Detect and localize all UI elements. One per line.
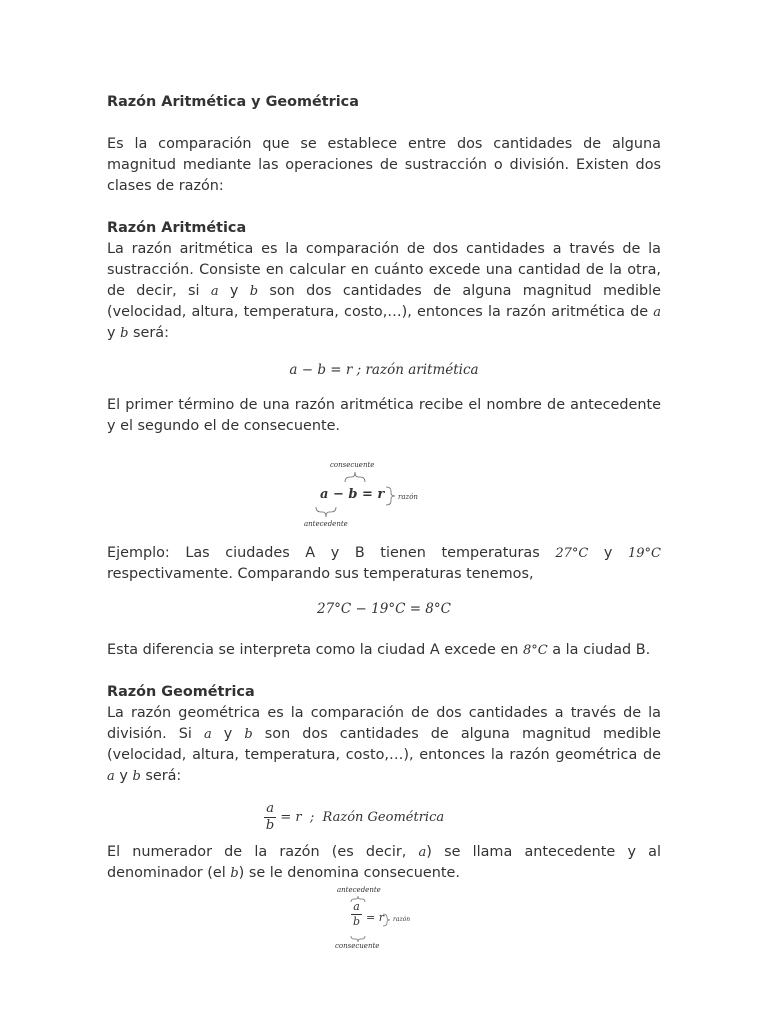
temp-a: 27°C <box>555 546 589 561</box>
arith-definition <box>107 239 661 344</box>
geom-fraction <box>264 801 276 834</box>
example-text-2: respectivamente. Comparando sus temperaturas tenemos, <box>107 566 534 582</box>
diagram-denominator: b <box>353 915 361 928</box>
arith-terms-paragraph: El primer término de una razón aritmética recibe el nombre de antecedente y el segundo el de consecuente. <box>107 397 661 434</box>
arith-terms-diagram <box>304 457 464 535</box>
arith-heading: Razón Aritmética <box>107 220 247 236</box>
var-a: a <box>210 284 219 299</box>
geom-terms-text: El numerador de la razón (es decir, <box>107 844 419 860</box>
arith-diagram-expr: a − b = r <box>320 487 385 502</box>
geom-definition <box>107 703 661 787</box>
intro-paragraph: Es la comparación que se establece entre dos cantidades de alguna magnitud mediante las operaciones de sustracción o división. Existen dos clases de razón: <box>107 136 661 194</box>
geom-def-text: La razón geométrica es la comparación de dos cantidades a través de la división. Si <box>107 705 661 742</box>
var-b: b <box>244 727 253 742</box>
fraction-denominator: b <box>265 818 275 833</box>
geom-formula-rest: = r ; Razón Geométrica <box>280 810 445 825</box>
arith-def-text-3: será: <box>128 325 169 341</box>
arith-def-text-2: son dos cantidades de alguna magnitud medible (velocidad, altura, temperatura, costo,…), entonces la razón aritmética de <box>107 283 661 320</box>
geom-def-text-2: son dos cantidades de alguna magnitud medible (velocidad, altura, temperatura, costo,…), entonces la razón geométrica de <box>107 726 661 763</box>
temp-diff: 8°C <box>523 643 548 658</box>
geom-terms-text-3: ) se le denomina consecuente. <box>238 865 460 881</box>
geom-def-text-3: será: <box>140 768 182 784</box>
geom-terms-text-2: ) se llama antecedente y al denominador (el <box>107 844 661 881</box>
temp-b: 19°C <box>628 546 662 561</box>
conj-y: y <box>588 545 629 561</box>
var-a: a <box>203 727 212 742</box>
geom-heading: Razón Geométrica <box>107 684 255 700</box>
interpretation-paragraph <box>107 640 661 661</box>
document-page <box>107 92 661 952</box>
consecuente-label: consecuente <box>330 461 375 469</box>
var-a: a <box>418 845 427 860</box>
diagram-rest: = r <box>366 911 384 924</box>
interp-text: Esta diferencia se interpreta como la ciudad A excede en <box>107 642 523 658</box>
interp-text-2: a la ciudad B. <box>547 642 651 658</box>
fraction-numerator: a <box>264 801 276 818</box>
var-a: a <box>653 305 661 320</box>
example-text: Ejemplo: Las ciudades A y B tienen temperaturas <box>107 545 556 561</box>
arith-formula: a − b = r ; razón aritmética <box>289 362 479 378</box>
conj-y: y <box>114 768 133 784</box>
example-paragraph <box>107 543 661 585</box>
arith-def-text: La razón aritmética es la comparación de dos cantidades a través de la sustracción. Consiste en calcular en cuánto excede una cantidad de la otra, de decir, si <box>107 241 661 299</box>
example-equation: 27°C − 19°C = 8°C <box>317 601 451 617</box>
antecedente-label: antecedente <box>337 886 381 894</box>
diagram-numerator: a <box>351 900 362 915</box>
var-b: b <box>120 326 129 341</box>
geom-terms-paragraph <box>107 842 661 884</box>
razon-label: razón <box>398 493 418 501</box>
var-b: b <box>249 284 259 299</box>
var-a: a <box>107 769 115 784</box>
consecuente-label: consecuente <box>335 942 380 950</box>
document-title: Razón Aritmética y Geométrica <box>107 94 359 110</box>
geom-terms-diagram <box>329 886 439 952</box>
conj-y: y <box>218 283 250 299</box>
antecedente-label: antecedente <box>304 520 348 528</box>
var-b: b <box>230 866 239 881</box>
razon-label: razón <box>393 916 411 923</box>
conj-y: y <box>107 325 121 341</box>
conj-y: y <box>211 726 245 742</box>
geom-diagram-fraction <box>351 900 362 929</box>
var-b: b <box>132 769 141 784</box>
geom-formula <box>47 801 661 834</box>
